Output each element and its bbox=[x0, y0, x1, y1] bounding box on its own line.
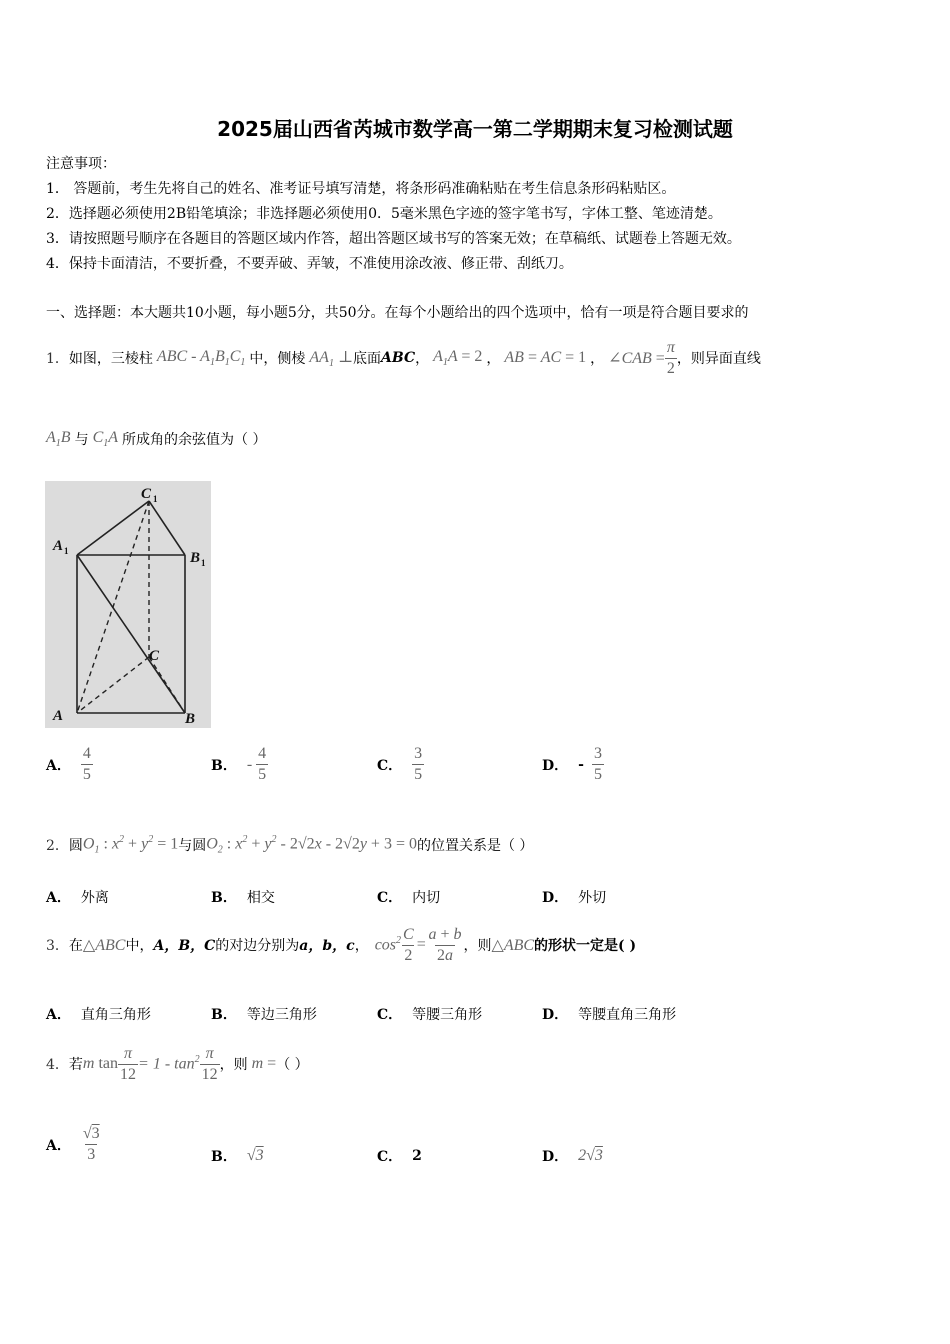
math-2sqrt3: 2√3 bbox=[578, 1147, 603, 1164]
question-1: 1． 如图，三棱柱 ABC - $A_1B_1C_1$ 中，侧棱 $AA_1$ ⊥ 底面 ABC ， $A_1A = 2$ ， AB = AC = 1 ， ∠CAB = $\frac{\pi}{2}$ ，则异面直线 bbox=[46, 338, 761, 377]
question-text: 中， bbox=[125, 938, 154, 954]
math-a1b: $A_1B$ bbox=[46, 428, 75, 450]
math-fraction: $\frac{C}{2}$ bbox=[403, 925, 414, 964]
note-item: 1． 答题前，考生先将自己的姓名、准考证号填写清楚，将条形码准确粘贴在考生信息条形码粘贴区。 bbox=[46, 181, 676, 197]
label-b1: B bbox=[190, 550, 201, 566]
question-text: 中，侧棱 bbox=[249, 351, 306, 367]
label-c: C bbox=[149, 648, 160, 664]
label-sub: 1 bbox=[64, 546, 69, 556]
prism-diagram bbox=[45, 481, 211, 728]
q2-option-b[interactable]: B． 相交 bbox=[211, 890, 275, 906]
math-m: m = bbox=[247, 1055, 277, 1072]
option-fraction: $\frac{3}{5}$ bbox=[414, 745, 423, 783]
question-text: 在 bbox=[68, 938, 83, 954]
math-prism: ABC - $A_1B_1C_1$ bbox=[152, 347, 246, 369]
q3-option-b[interactable]: B． 等边三角形 bbox=[211, 1007, 317, 1023]
label-a1: A bbox=[53, 538, 64, 554]
question-text: 若 bbox=[68, 1057, 83, 1073]
label-sub: 1 bbox=[153, 494, 158, 504]
option-fraction: $\frac{√3}{3}$ bbox=[82, 1125, 100, 1163]
question-text: ABC bbox=[381, 350, 416, 366]
q3-option-c[interactable]: C． 等腰三角形 bbox=[377, 1007, 483, 1023]
q1-option-d[interactable]: D． - $\frac{3}{5}$ bbox=[542, 745, 602, 783]
question-number: 3． bbox=[46, 938, 69, 954]
question-text: 与圆 bbox=[178, 838, 207, 854]
question-text: 底面 bbox=[353, 351, 381, 367]
q2-option-c[interactable]: C． 内切 bbox=[377, 890, 441, 906]
question-text: 圆 bbox=[68, 838, 83, 854]
math-circle-o1: $O_1$ : $x^2 + y^2 = 1$ bbox=[82, 834, 179, 856]
math-edge: $AA_1$ ⊥ bbox=[305, 348, 353, 370]
q1-option-a[interactable]: A． $\frac{4}{5}$ bbox=[46, 745, 91, 783]
q4-option-b[interactable]: B． √3 bbox=[211, 1147, 264, 1165]
question-text: A，B，C bbox=[153, 938, 216, 954]
question-2 bbox=[46, 830, 533, 860]
math-fraction: $\frac{\pi}{2}$ bbox=[666, 338, 675, 377]
section-heading: 一、选择题：本大题共10小题，每小题5分，共50分。在每个小题给出的四个选项中，恰有一项是符合题目要求的 bbox=[46, 305, 749, 321]
q1-option-c[interactable]: C． $\frac{3}{5}$ bbox=[377, 745, 423, 783]
math-aa1: $A_1A = 2$ bbox=[429, 347, 483, 369]
math-c1a: $C_1A$ bbox=[88, 428, 123, 450]
option-fraction: $\frac{4}{5}$ bbox=[82, 745, 91, 783]
question-text: ，则异面直线 bbox=[676, 351, 761, 367]
question-text: 的位置关系是（ ） bbox=[416, 838, 534, 854]
question-text: a，b，c bbox=[299, 938, 355, 954]
math-triangle: △ABC bbox=[82, 937, 126, 954]
option-fraction: $\frac{4}{5}$ bbox=[258, 745, 267, 783]
prism-figure bbox=[45, 481, 211, 728]
math-fraction: $\frac{a + b}{2a}$ bbox=[428, 925, 462, 964]
question-text: ，则 bbox=[463, 938, 492, 954]
q1-option-b[interactable]: B． - $\frac{4}{5}$ bbox=[211, 745, 267, 783]
question-text: 与 bbox=[74, 432, 89, 448]
math-fraction: $\frac{\pi}{12}$ bbox=[201, 1044, 218, 1083]
q2-option-d[interactable]: D． 外切 bbox=[542, 890, 607, 906]
math-circle-o2: $O_2$ : $x^2 + y^2 - 2√2x - 2√2y + 3 = 0$ bbox=[206, 834, 417, 856]
q2-option-a[interactable]: A． 外离 bbox=[46, 890, 109, 906]
label-b: B bbox=[185, 711, 196, 727]
q4-option-d[interactable]: D． 2√3 bbox=[542, 1147, 603, 1165]
q4-option-a[interactable]: A． $\frac{√3}{3}$ bbox=[46, 1125, 100, 1163]
question-text: ，则 bbox=[219, 1057, 248, 1073]
label-a: A bbox=[53, 708, 64, 724]
q3-option-d[interactable]: D． 等腰直角三角形 bbox=[542, 1007, 677, 1023]
math-fraction: $\frac{\pi}{12}$ bbox=[120, 1044, 137, 1083]
q3-option-a[interactable]: A． 直角三角形 bbox=[46, 1007, 151, 1023]
notes-heading: 注意事项： bbox=[46, 156, 116, 172]
question-text: （ ） bbox=[276, 1057, 309, 1073]
question-number: 4． bbox=[46, 1057, 69, 1073]
math-cos: $\cos^2$ bbox=[374, 935, 402, 954]
question-text: 如图，三棱柱 bbox=[68, 351, 153, 367]
label-sub: 1 bbox=[201, 558, 206, 568]
question-3: 3． 在 △ABC 中， A，B，C 的对边分别为 a，b，c ， $\cos^2$ $\frac{C}{2}$ = $\frac{a + b}{2a}$ ，则 △ABC 的形状一定是( ) bbox=[46, 925, 637, 964]
label-c1: C bbox=[141, 486, 152, 502]
notes bbox=[46, 152, 741, 277]
math-m-tan: m tan bbox=[82, 1055, 119, 1072]
question-text: 的形状一定是( ) bbox=[534, 938, 637, 954]
question-text: ， bbox=[354, 938, 369, 954]
question-number: 1． bbox=[46, 351, 69, 367]
math-sqrt3: √3 bbox=[246, 1147, 264, 1164]
note-item: 4．保持卡面清洁，不要折叠，不要弄破、弄皱，不准使用涂改液、修正带、刮纸刀。 bbox=[46, 256, 573, 272]
question-number: 2． bbox=[46, 838, 69, 854]
question-4: 4． 若 m tan $\frac{\pi}{12}$ = $1 - \tan^2$ $\frac{\pi}{12}$ ，则 m = （ ） bbox=[46, 1044, 309, 1083]
question-text: 的对边分别为 bbox=[215, 938, 300, 954]
math-angle: ∠CAB = bbox=[604, 350, 665, 367]
option-fraction: $\frac{3}{5}$ bbox=[593, 745, 602, 783]
page-title: 2025届山西省芮城市数学高一第二学期期末复习检测试题 bbox=[217, 117, 733, 141]
question-text: 所成角的余弦值为（ ） bbox=[122, 432, 267, 448]
q4-option-c[interactable]: C． 2 bbox=[377, 1148, 422, 1165]
question-1-cont bbox=[46, 424, 266, 454]
math-triangle: △ABC bbox=[491, 937, 535, 954]
note-item: 3．请按照题号顺序在各题目的答题区域内作答，超出答题区域书写的答案无效；在草稿纸、试题卷上答题无效。 bbox=[46, 231, 741, 247]
math-ab-ac: AB = AC = 1 bbox=[500, 349, 587, 366]
note-item: 2．选择题必须使用2B铅笔填涂；非选择题必须使用0．5毫米黑色字迹的签字笔书写，字体工整、笔迹清楚。 bbox=[46, 206, 722, 222]
